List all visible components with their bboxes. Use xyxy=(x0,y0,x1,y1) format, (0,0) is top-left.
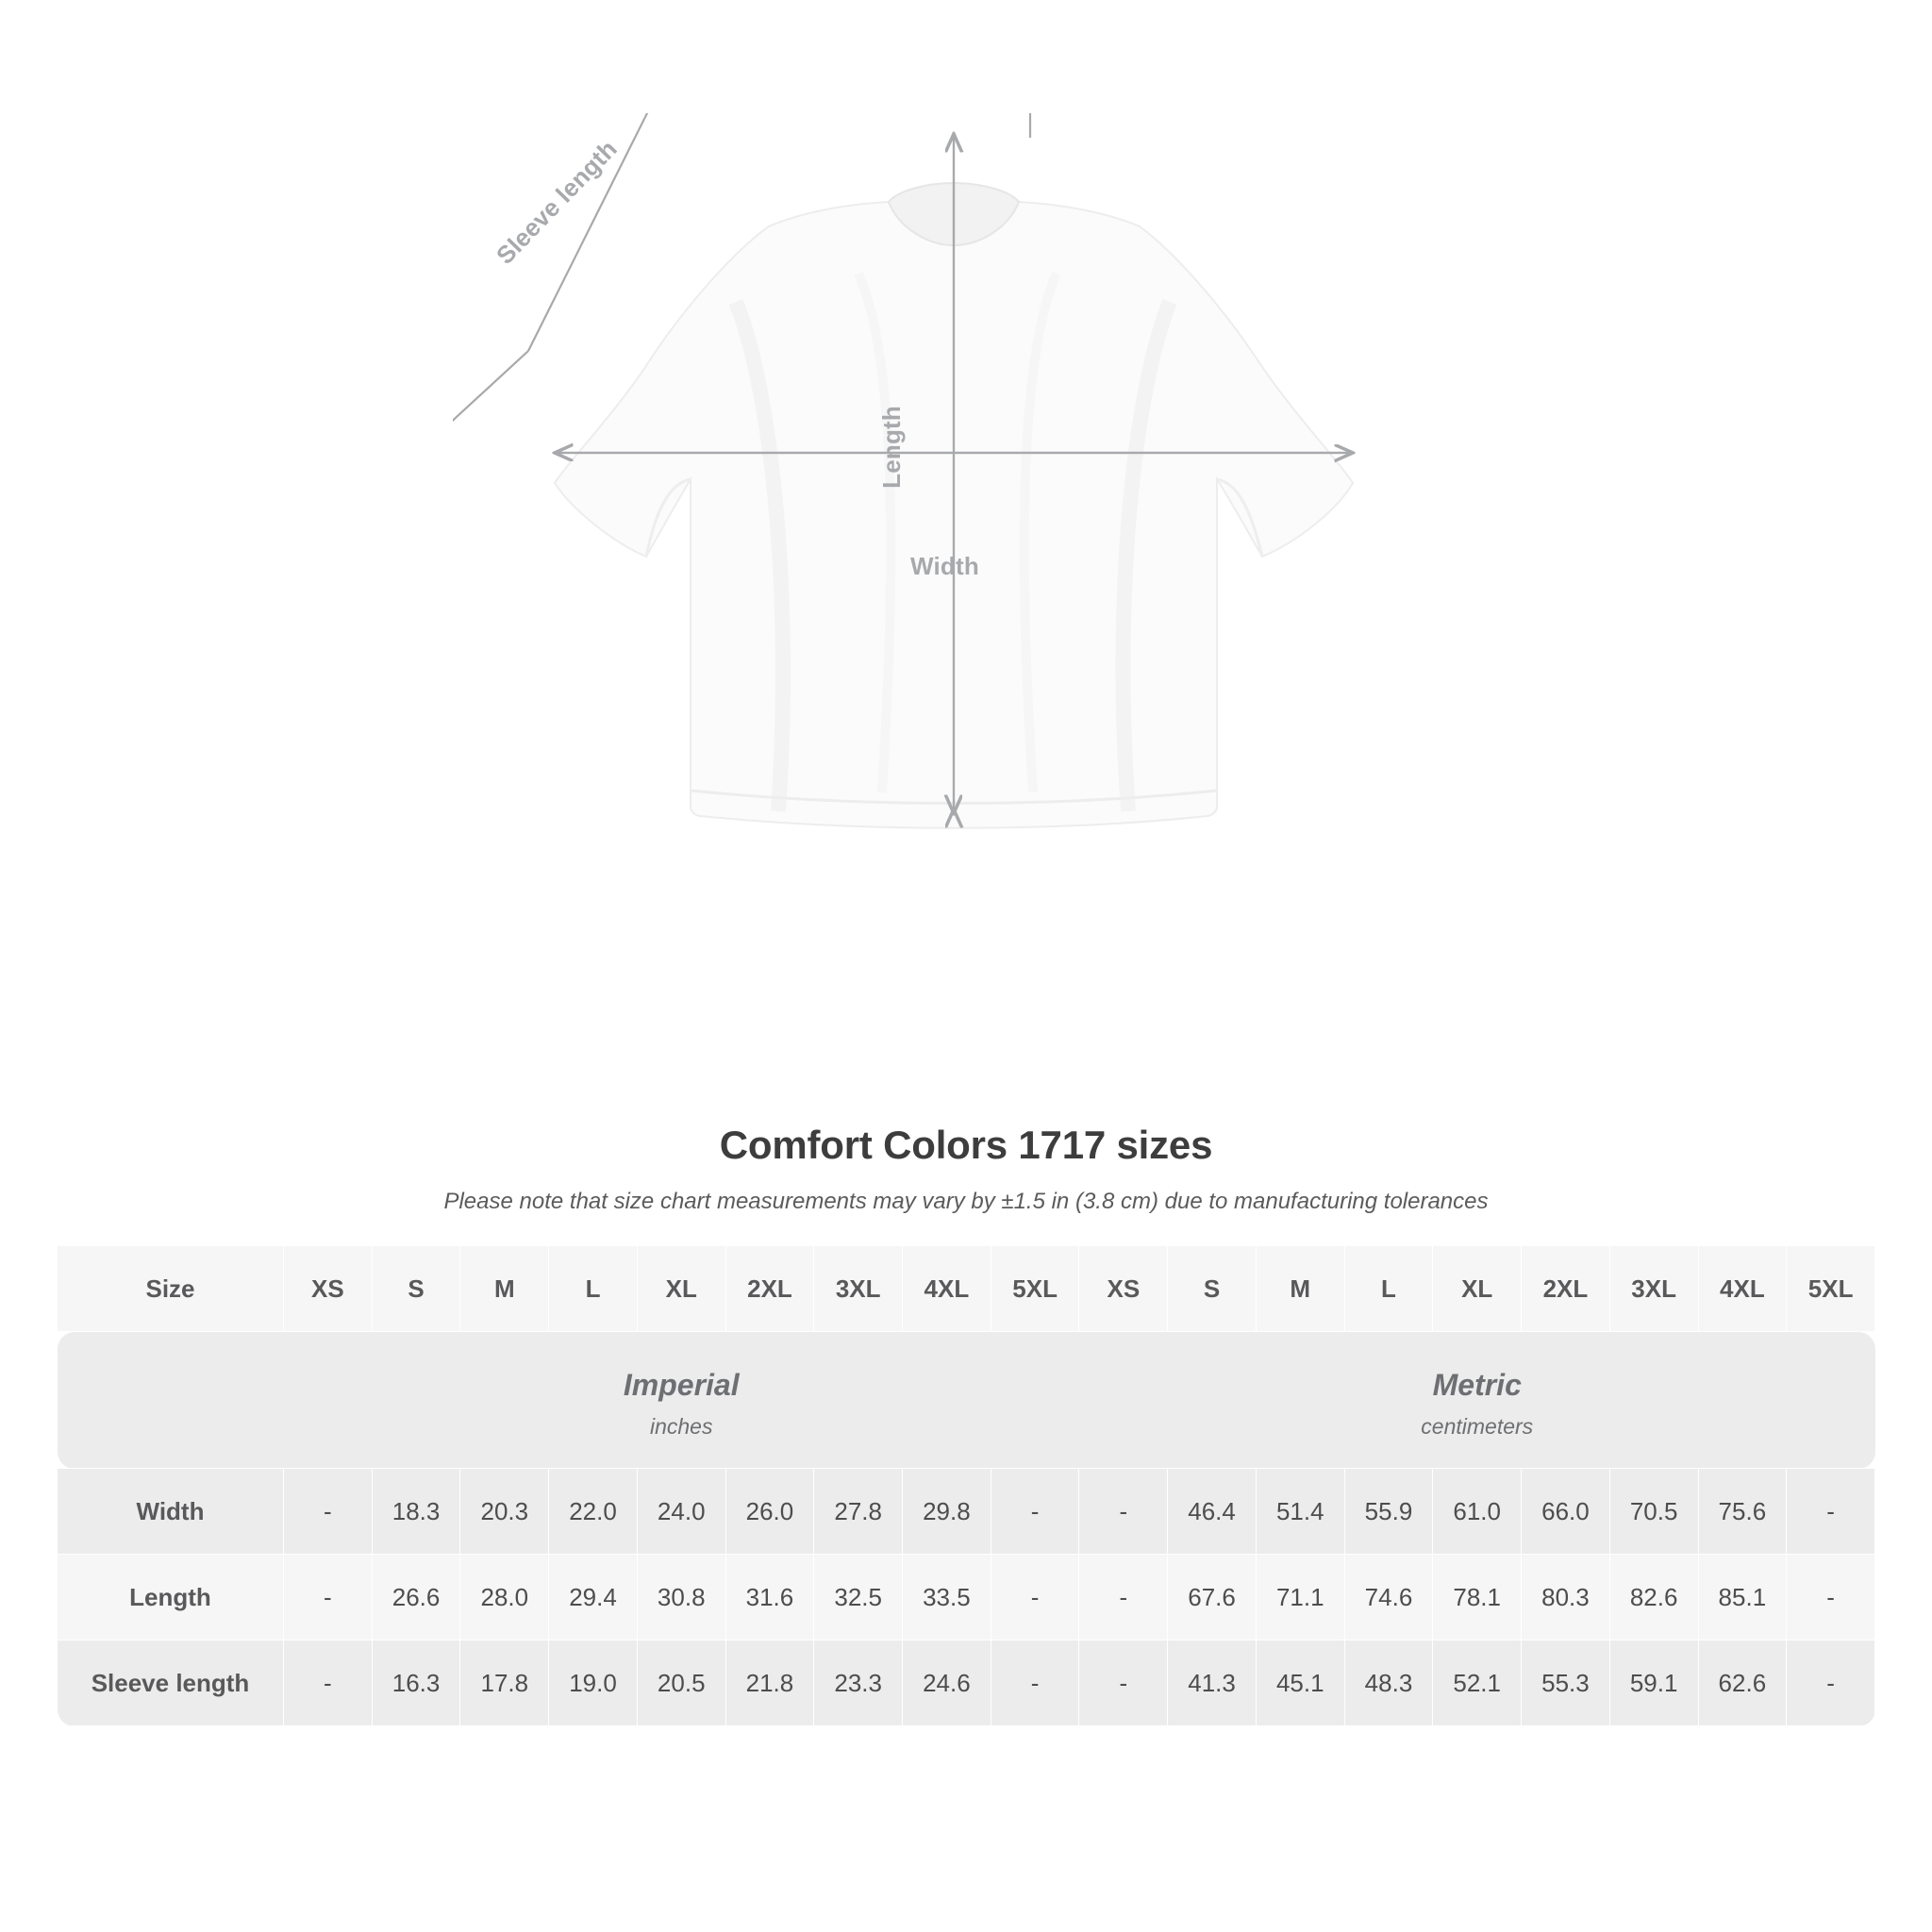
header-col-imp-m: M xyxy=(460,1246,549,1332)
size-table xyxy=(57,1245,1875,1726)
cell-length-imp-xs: - xyxy=(284,1555,373,1641)
row-label-sleeve-length: Sleeve length xyxy=(58,1641,284,1726)
row-label-width: Width xyxy=(58,1469,284,1555)
cell-length-imp-2xl: 31.6 xyxy=(725,1555,814,1641)
cell-sleeve-imp-xl: 20.5 xyxy=(637,1641,725,1726)
header-col-met-2xl: 2XL xyxy=(1522,1246,1610,1332)
title-block xyxy=(0,1123,1932,1215)
table-row xyxy=(58,1555,1875,1641)
cell-length-met-m: 71.1 xyxy=(1256,1555,1344,1641)
page-title: Comfort Colors 1717 sizes xyxy=(719,1123,1213,1167)
header-col-imp-4xl: 4XL xyxy=(903,1246,991,1332)
header-col-imp-s: S xyxy=(372,1246,460,1332)
cell-sleeve-met-m: 45.1 xyxy=(1256,1641,1344,1726)
header-col-met-5xl: 5XL xyxy=(1787,1246,1875,1332)
cell-length-met-3xl: 82.6 xyxy=(1609,1555,1698,1641)
cell-width-met-l: 55.9 xyxy=(1344,1469,1433,1555)
unit-sub-metric: centimeters xyxy=(1421,1414,1534,1439)
unit-spacer xyxy=(58,1332,284,1469)
cell-sleeve-met-3xl: 59.1 xyxy=(1609,1641,1698,1726)
cell-width-imp-2xl: 26.0 xyxy=(725,1469,814,1555)
cell-sleeve-met-xs: - xyxy=(1079,1641,1168,1726)
cell-width-imp-s: 18.3 xyxy=(372,1469,460,1555)
cell-sleeve-imp-m: 17.8 xyxy=(460,1641,549,1726)
cell-length-met-xs: - xyxy=(1079,1555,1168,1641)
cell-width-imp-3xl: 27.8 xyxy=(814,1469,903,1555)
header-col-imp-xs: XS xyxy=(284,1246,373,1332)
cell-sleeve-met-2xl: 55.3 xyxy=(1522,1641,1610,1726)
header-col-met-4xl: 4XL xyxy=(1698,1246,1787,1332)
cell-width-met-5xl: - xyxy=(1787,1469,1875,1555)
cell-length-imp-m: 28.0 xyxy=(460,1555,549,1641)
cell-length-imp-5xl: - xyxy=(991,1555,1079,1641)
header-size: Size xyxy=(58,1246,284,1332)
unit-header-row xyxy=(58,1332,1875,1469)
unit-group-imperial xyxy=(284,1332,1079,1469)
tshirt-figure xyxy=(453,113,1453,1057)
cell-sleeve-imp-s: 16.3 xyxy=(372,1641,460,1726)
header-col-imp-xl: XL xyxy=(637,1246,725,1332)
unit-name-metric: Metric xyxy=(1432,1368,1522,1402)
cell-sleeve-imp-3xl: 23.3 xyxy=(814,1641,903,1726)
tolerance-note: Please note that size chart measurements may vary by ±1.5 in (3.8 cm) due to manufacturing tolerances xyxy=(443,1189,1489,1214)
cell-width-met-xs: - xyxy=(1079,1469,1168,1555)
table-row xyxy=(58,1469,1875,1555)
cell-sleeve-imp-l: 19.0 xyxy=(549,1641,638,1726)
cell-length-met-s: 67.6 xyxy=(1168,1555,1257,1641)
cell-sleeve-met-4xl: 62.6 xyxy=(1698,1641,1787,1726)
cell-width-imp-xl: 24.0 xyxy=(637,1469,725,1555)
header-col-met-xl: XL xyxy=(1433,1246,1522,1332)
cell-length-imp-4xl: 33.5 xyxy=(903,1555,991,1641)
cell-sleeve-imp-4xl: 24.6 xyxy=(903,1641,991,1726)
cell-width-met-xl: 61.0 xyxy=(1433,1469,1522,1555)
cell-length-imp-l: 29.4 xyxy=(549,1555,638,1641)
cell-width-imp-xs: - xyxy=(284,1469,373,1555)
column-header-row xyxy=(58,1246,1875,1332)
cell-length-met-l: 74.6 xyxy=(1344,1555,1433,1641)
cell-width-met-m: 51.4 xyxy=(1256,1469,1344,1555)
header-col-met-xs: XS xyxy=(1079,1246,1168,1332)
cell-width-imp-5xl: - xyxy=(991,1469,1079,1555)
size-table-wrap xyxy=(57,1245,1875,1726)
cell-sleeve-met-l: 48.3 xyxy=(1344,1641,1433,1726)
cell-sleeve-met-5xl: - xyxy=(1787,1641,1875,1726)
cell-length-imp-3xl: 32.5 xyxy=(814,1555,903,1641)
cell-width-met-4xl: 75.6 xyxy=(1698,1469,1787,1555)
label-length: Length xyxy=(877,406,906,489)
cell-length-met-xl: 78.1 xyxy=(1433,1555,1522,1641)
cell-length-met-5xl: - xyxy=(1787,1555,1875,1641)
cell-width-met-s: 46.4 xyxy=(1168,1469,1257,1555)
cell-length-imp-xl: 30.8 xyxy=(637,1555,725,1641)
header-col-met-3xl: 3XL xyxy=(1609,1246,1698,1332)
unit-sub-imperial: inches xyxy=(649,1414,713,1439)
cell-width-imp-m: 20.3 xyxy=(460,1469,549,1555)
header-col-met-s: S xyxy=(1168,1246,1257,1332)
label-width: Width xyxy=(910,552,979,580)
cell-sleeve-met-xl: 52.1 xyxy=(1433,1641,1522,1726)
unit-name-imperial: Imperial xyxy=(623,1368,740,1402)
header-col-imp-5xl: 5XL xyxy=(991,1246,1079,1332)
cell-length-met-2xl: 80.3 xyxy=(1522,1555,1610,1641)
cell-width-imp-4xl: 29.8 xyxy=(903,1469,991,1555)
tshirt-icon xyxy=(453,113,1453,1057)
header-col-imp-2xl: 2XL xyxy=(725,1246,814,1332)
label-sleeve-length: Sleeve length xyxy=(491,134,623,270)
cell-sleeve-imp-2xl: 21.8 xyxy=(725,1641,814,1726)
header-col-met-l: L xyxy=(1344,1246,1433,1332)
cell-width-imp-l: 22.0 xyxy=(549,1469,638,1555)
header-col-met-m: M xyxy=(1256,1246,1344,1332)
cell-sleeve-met-s: 41.3 xyxy=(1168,1641,1257,1726)
cell-sleeve-imp-xs: - xyxy=(284,1641,373,1726)
header-col-imp-l: L xyxy=(549,1246,638,1332)
table-row xyxy=(58,1641,1875,1726)
row-label-length: Length xyxy=(58,1555,284,1641)
cell-sleeve-imp-5xl: - xyxy=(991,1641,1079,1726)
header-col-imp-3xl: 3XL xyxy=(814,1246,903,1332)
unit-group-metric xyxy=(1079,1332,1875,1469)
cell-length-met-4xl: 85.1 xyxy=(1698,1555,1787,1641)
cell-width-met-2xl: 66.0 xyxy=(1522,1469,1610,1555)
cell-width-met-3xl: 70.5 xyxy=(1609,1469,1698,1555)
cell-length-imp-s: 26.6 xyxy=(372,1555,460,1641)
